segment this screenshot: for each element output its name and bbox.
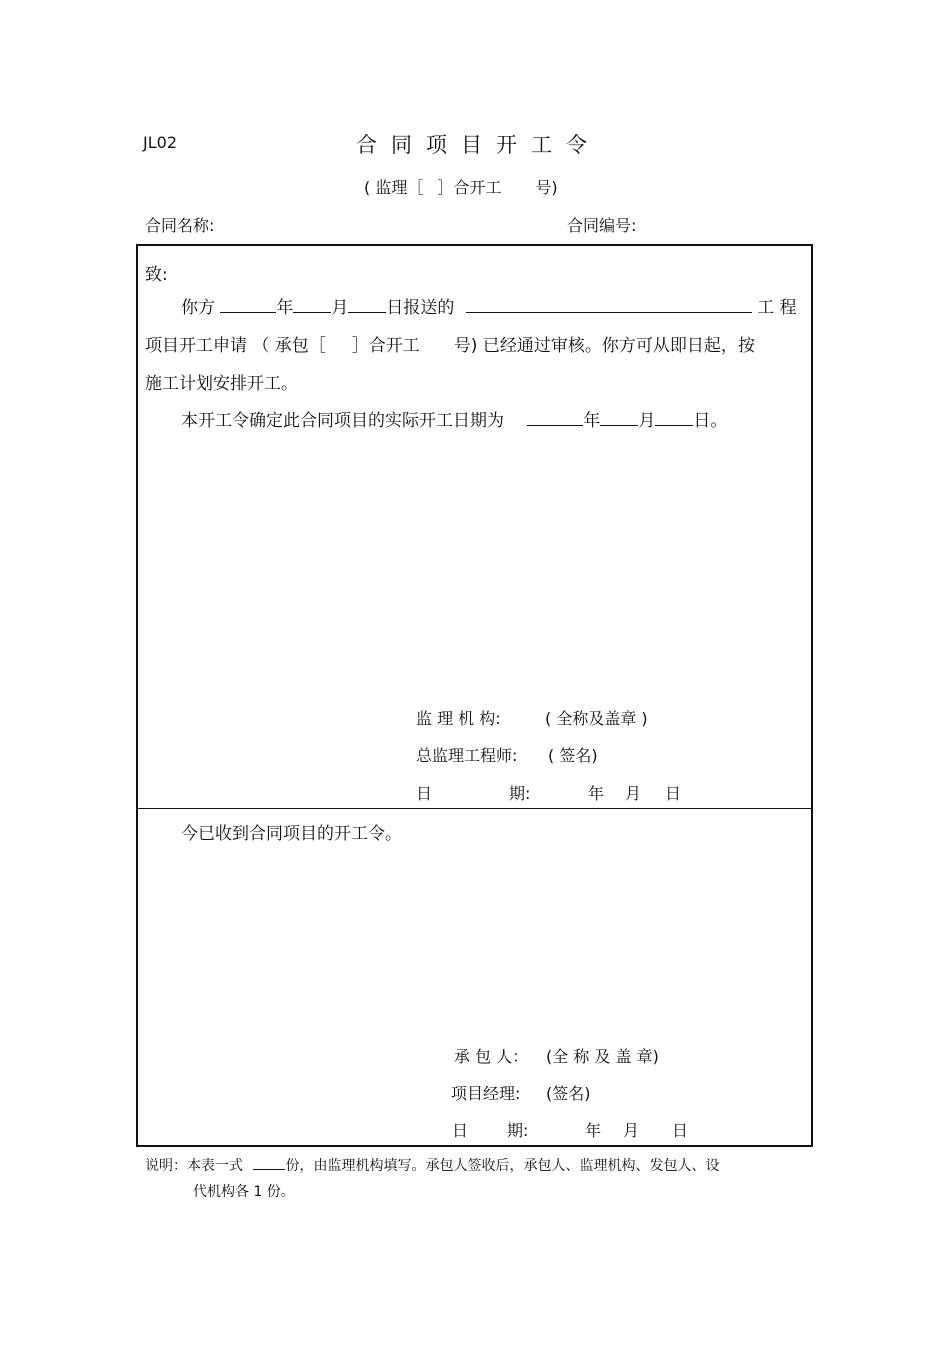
order-line-4 <box>181 406 727 431</box>
line2-suffix: 号) 已经通过审核。你方可从即日起，按 <box>453 336 755 356</box>
contract-name-label: 合同名称: <box>145 216 215 235</box>
line4-day: 日。 <box>693 411 728 431</box>
start-year-blank[interactable] <box>527 407 583 426</box>
contractor-label: 承 包 人： <box>454 1047 529 1066</box>
form-code: JL02 <box>143 133 177 152</box>
date-day: 日 <box>665 784 682 803</box>
year-blank[interactable] <box>220 294 276 313</box>
to-label: 致: <box>145 265 168 285</box>
receipt-text: 今已收到合同项目的开工令。 <box>181 824 402 844</box>
manager-value: (签名) <box>546 1084 591 1103</box>
receipt-date-month: 月 <box>623 1121 640 1140</box>
copies-blank[interactable] <box>253 1155 285 1170</box>
subtitle-close: 号) <box>535 178 558 197</box>
order-line-1 <box>181 293 797 318</box>
chief-label: 总监理工程师: <box>416 746 518 765</box>
order-line-2 <box>145 331 755 356</box>
note-prefix: 说明：本表一式 <box>145 1158 243 1174</box>
receipt-date-day: 日 <box>672 1121 689 1140</box>
note-line-2: 代机构各 1 份。 <box>193 1184 295 1200</box>
chief-value: ( 签名) <box>548 746 598 765</box>
subtitle-mid: ］合开工 <box>437 178 502 197</box>
subtitle-open: ( 监理［ <box>364 178 424 197</box>
manager-label: 项目经理: <box>451 1084 521 1103</box>
subtitle <box>364 175 558 198</box>
line1-month: 月 <box>331 298 349 318</box>
date-year: 年 <box>588 784 605 803</box>
date-label-2: 期: <box>509 784 531 803</box>
line4-year: 年 <box>583 411 601 431</box>
page-title: 合同项目开工令 <box>356 133 601 157</box>
note-line-1 <box>145 1155 719 1175</box>
receipt-date-year: 年 <box>585 1121 602 1140</box>
line1-suffix: 工 程 <box>757 298 797 318</box>
contractor-value: (全 称 及 盖 章) <box>546 1047 659 1066</box>
project-name-blank[interactable] <box>466 294 752 313</box>
line2-mid: ］合开工 <box>351 336 420 356</box>
receipt-date-label-2: 期: <box>507 1121 529 1140</box>
date-month: 月 <box>625 784 642 803</box>
receipt-date-label-1: 日 <box>452 1121 469 1140</box>
month-blank[interactable] <box>293 294 331 313</box>
line2-prefix: 项目开工申请 （ 承包［ <box>145 336 326 356</box>
line1-year: 年 <box>276 298 294 318</box>
line4-prefix: 本开工令确定此合同项目的实际开工日期为 <box>181 411 504 431</box>
line1-day-sent: 日报送的 <box>386 298 455 318</box>
start-day-blank[interactable] <box>655 407 693 426</box>
contract-no-label: 合同编号: <box>567 216 637 235</box>
line4-month: 月 <box>638 411 656 431</box>
order-line-3: 施工计划安排开工。 <box>145 374 298 394</box>
line1-prefix: 你方 <box>181 298 215 318</box>
date-label-1: 日 <box>416 784 433 803</box>
supervisor-org-value: ( 全称及盖章 ) <box>545 709 648 728</box>
start-month-blank[interactable] <box>600 407 638 426</box>
note-suffix: 份，由监理机构填写。承包人签收后，承包人、监理机构、发包人、设 <box>285 1158 720 1174</box>
day-blank[interactable] <box>348 294 386 313</box>
supervisor-org-label: 监 理 机 构: <box>416 709 501 728</box>
form-divider <box>136 808 813 809</box>
